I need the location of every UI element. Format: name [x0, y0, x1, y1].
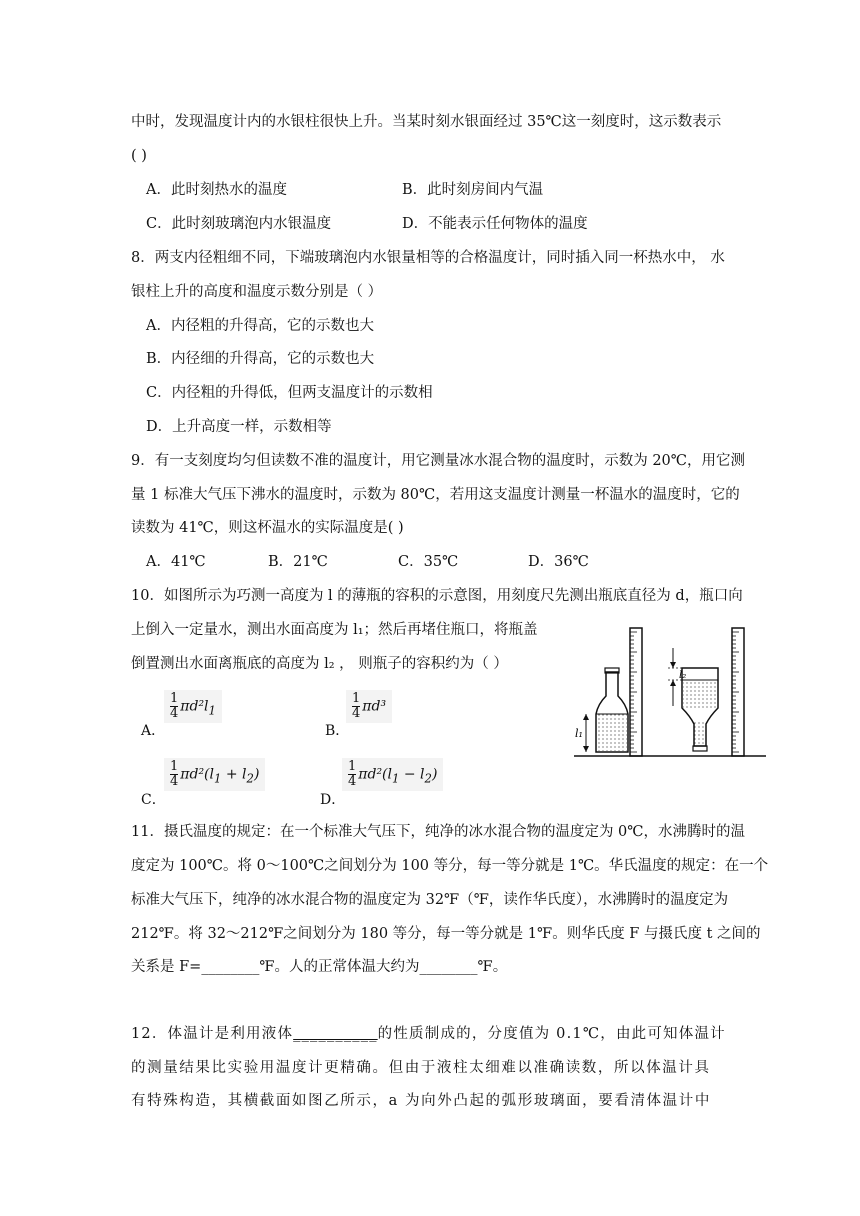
- q12-line1: [131, 1024, 726, 1044]
- q10-option-c-label: C．: [141, 792, 166, 808]
- q8-option-d: D．上升高度一样，示数相等: [146, 419, 332, 435]
- q7-stem-line1: 中时，发现温度计内的水银柱很快上升。当某时刻水银面经过 35℃这一刻度时，这示数表示: [131, 114, 722, 130]
- q10-option-a-label: A．: [141, 723, 166, 739]
- q7-option-c: C．此时刻玻璃泡内水银温度: [146, 216, 332, 232]
- q8-stem-line1: 8．两支内径粗细不同，下端玻璃泡内水银量相等的合格温度计，同时插入同一杯热水中， 水: [131, 250, 725, 266]
- q10-bottle-figure: [570, 622, 770, 760]
- q12-line2: 的测量结果比实验用温度计更精确。但由于液柱太细难以准确读数，所以体温计具: [131, 1060, 711, 1076]
- right-ruler: [732, 628, 744, 756]
- q8-option-b: B．内径细的升得高，它的示数也大: [146, 351, 375, 367]
- fig-label-l1: l₁: [575, 727, 583, 740]
- q9-stem-line2: 量 1 标准大气压下沸水的温度时，示数为 80℃，若用这支温度计测量一杯温水的温度时，它的: [131, 487, 740, 503]
- q10-stem-line3: 倒置测出水面离瓶底的高度为 l₂ ， 则瓶子的容积约为（ ）: [131, 656, 508, 672]
- fig-label-l2: l₂: [679, 670, 687, 681]
- q10-stem-line2: 上倒入一定量水，测出水面高度为 l₁；然后再堵住瓶口，将瓶盖: [131, 622, 538, 638]
- q10-stem-line1: 10．如图所示为巧测一高度为 l 的薄瓶的容积的示意图，用刻度尺先测出瓶底直径为 d，瓶口向: [131, 588, 743, 604]
- q9-option-b: B．21℃: [268, 554, 328, 570]
- inverted-bottle-icon: [682, 668, 718, 751]
- q11-line1: 11．摄氏温度的规定：在一个标准大气压下，纯净的冰水混合物的温度定为 0℃，水沸腾时的温: [131, 824, 746, 840]
- q10-formula-c: $\frac{1}{4}$ $\pi d^2(l_1 + l_2)$: [164, 758, 265, 791]
- q11-line3: 标准大气压下，纯净的冰水混合物的温度定为 32℉（℉，读作华氏度），水沸腾时的温度定为: [131, 892, 729, 908]
- q7-stem-line2: ( ): [131, 148, 147, 164]
- q9-stem-line1: 9．有一支刻度均匀但读数不准的温度计，用它测量冰水混合物的温度时，示数为 20℃，用它测: [131, 453, 746, 469]
- q7-option-d: D．不能表示任何物体的温度: [402, 216, 588, 232]
- q10-option-d-label: D．: [320, 792, 346, 808]
- q9-option-a: A．41℃: [146, 554, 206, 570]
- q11-line2: 度定为 100℃。将 0～100℃之间划分为 100 等分，每一等分就是 1℃。华氏温度的规定：在一个: [131, 858, 769, 874]
- q9-option-c: C．35℃: [398, 554, 459, 570]
- q9-option-d: D．36℃: [528, 554, 589, 570]
- q12-answer-blank: __________: [293, 1026, 378, 1042]
- q12-line1-part-b: 的性质制成的，分度值为 0.1℃，由此可知体温计: [377, 1026, 726, 1042]
- q7-option-b: B．此时刻房间内气温: [402, 182, 544, 198]
- q9-stem-line3: 读数为 41℃，则这杯温水的实际温度是( ): [131, 520, 404, 536]
- left-ruler: [630, 628, 642, 756]
- upright-bottle-icon: [596, 668, 628, 752]
- q10-formula-d: $\frac{1}{4}$ $\pi d^2(l_1 - l_2)$: [342, 758, 443, 791]
- q10-option-b-label: B．: [325, 723, 350, 739]
- q12-line3: 有特殊构造，其横截面如图乙所示，a 为向外凸起的弧形玻璃面，要看清体温计中: [131, 1093, 711, 1109]
- q10-formula-b: $\frac{1}{4}$ πd³: [346, 690, 392, 723]
- q8-stem-line2: 银柱上升的高度和温度示数分别是（ ）: [131, 284, 383, 300]
- q11-line5: 关系是 F=________℉。人的正常体温大约为________℉。: [131, 959, 508, 975]
- q10-formula-a: $\frac{1}{4}$ $\pi d^2l_1$: [164, 690, 222, 723]
- q8-option-c: C．内径粗的升得低，但两支温度计的示数相: [146, 385, 433, 401]
- q7-option-a: A．此时刻热水的温度: [146, 182, 287, 198]
- q8-option-a: A．内径粗的升得高，它的示数也大: [146, 318, 374, 334]
- q11-line4: 212℉。将 32～212℉之间划分为 180 等分，每一等分就是 1℉。则华氏度 F 与摄氏度 t 之间的: [131, 926, 761, 942]
- q12-line1-part-a: 12．体温计是利用液体: [131, 1026, 294, 1042]
